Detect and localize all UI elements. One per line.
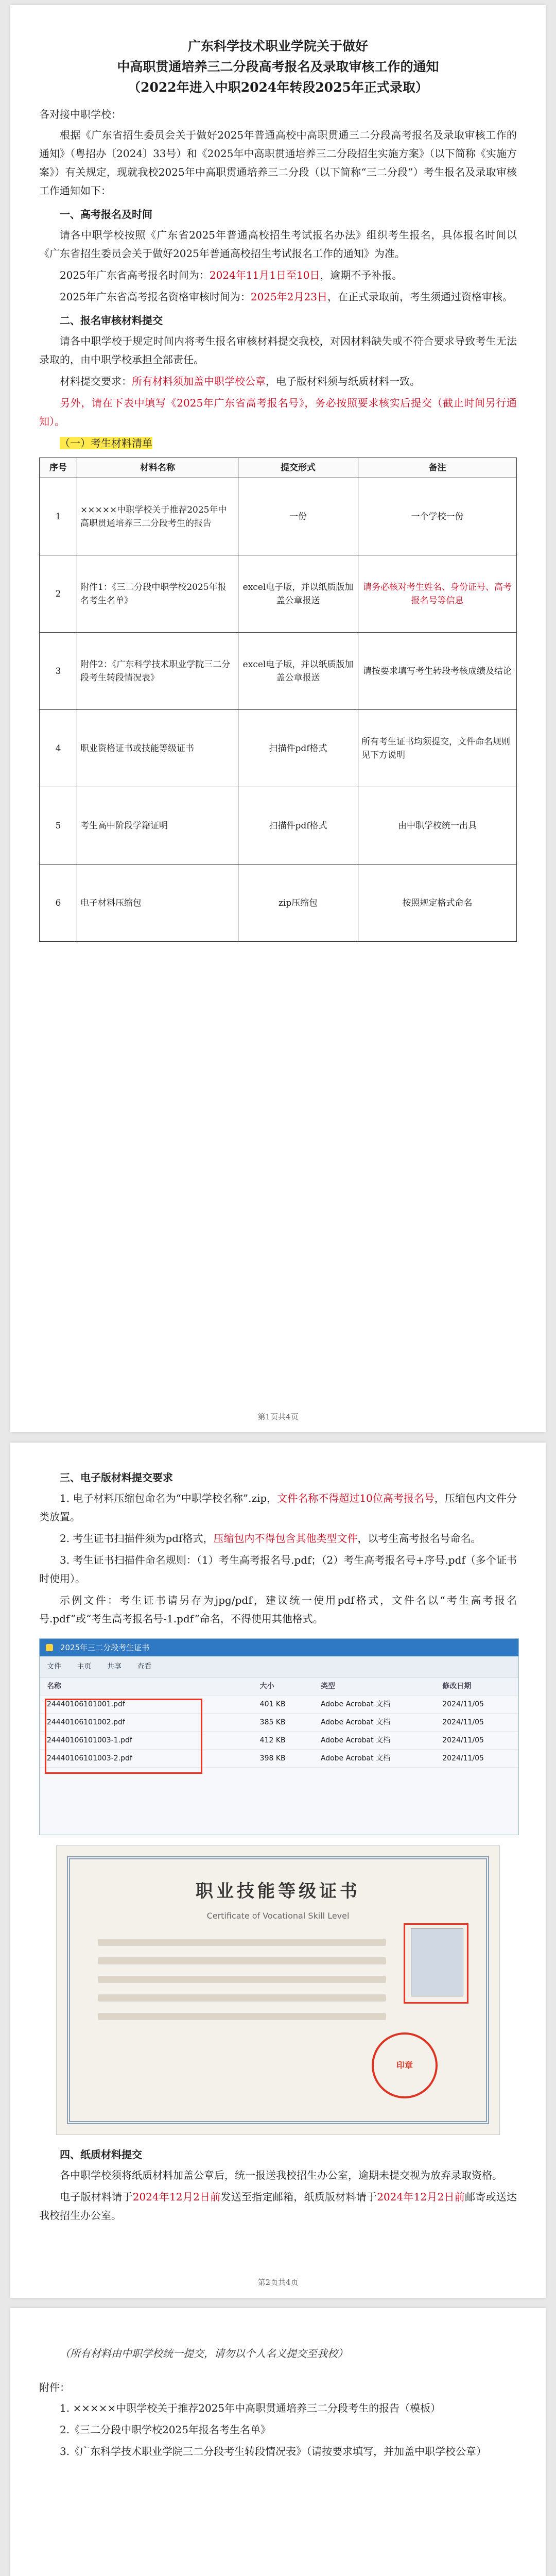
attachment-item: 2.《三二分段中职学校2025年报名考生名单》: [60, 2424, 271, 2436]
file-type: Adobe Acrobat 文档: [320, 1700, 391, 1708]
table-cell: 4: [40, 710, 77, 787]
text-span: 发送至指定邮箱，纸质版材料请于: [220, 2191, 377, 2203]
file-name: 24440106101003-1.pdf: [47, 1736, 132, 1744]
certificate-text-lines: [98, 1939, 386, 2031]
table-cell: 扫描件pdf格式: [238, 787, 358, 865]
table-cell: 请按要求填写考生转段考核成绩及结论: [358, 633, 517, 710]
file-name: 24440106101003-2.pdf: [47, 1754, 132, 1762]
text-span: 邮寄或送达我校招生办公室。: [39, 2191, 517, 2222]
table-cell: excel电子版，并以纸质版加盖公章报送: [238, 633, 358, 710]
section-3-paragraph-1: [39, 1489, 517, 1526]
seal-stamp: 印章: [372, 2032, 438, 2098]
page-number: 第2页共4页: [257, 2278, 299, 2287]
column-header[interactable]: 修改日期: [442, 1682, 472, 1690]
explorer-titlebar: [40, 1639, 518, 1656]
text-line: [98, 1976, 386, 1983]
section-3-paragraph-2: [39, 1529, 517, 1548]
materials-table: [39, 457, 517, 942]
section-1-heading: 一、高考报名及时间: [60, 208, 152, 221]
file-list-header: [40, 1677, 518, 1696]
file-name: 24440106101001.pdf: [47, 1700, 125, 1708]
column-header[interactable]: 大小: [259, 1682, 274, 1690]
highlight-red-text: 2024年12月2日前: [377, 2191, 465, 2203]
document-page-2: [10, 1443, 546, 2298]
table-cell: 职业资格证书或技能等级证书: [77, 710, 238, 787]
text-span: 2025年广东省高考报名资格审核时间为：: [60, 291, 251, 303]
text-span: 2. 考生证书扫描件须为pdf格式，: [60, 1532, 214, 1545]
attachment-item: 1. ×××××中职学校关于推荐2025年中高职贯通培养三二分段考生的报告（模板）: [60, 2402, 441, 2414]
title-line-3: （2022年进入中职2024年转段2025年正式录取）: [128, 80, 428, 95]
text-span: 1. 电子材料压缩包命名为“中职学校名称”.zip，: [60, 1492, 277, 1504]
table-row: [40, 865, 517, 942]
text-line: [98, 2013, 386, 2020]
column-header[interactable]: 名称: [47, 1682, 61, 1690]
section-4-paragraph-1: 各中职学校须将纸质材料加盖公章后，统一报送我校招生办公室，逾期未提交视为放弃录取资格。: [60, 2169, 502, 2181]
toolbar-item[interactable]: 查看: [137, 1663, 152, 1671]
table-cell: 附件2：《广东科学技术职业学院三二分段考生转段情况表》: [77, 633, 238, 710]
page-number: 第1页共4页: [257, 1412, 299, 1421]
highlight-red-text: 2025年2月23日: [250, 291, 327, 303]
section-2-heading: 二、报名审核材料提交: [60, 314, 163, 327]
explorer-toolbar: [40, 1656, 518, 1677]
highlight-red-text: 所有材料须加盖中职学校公章: [132, 375, 266, 387]
section-2-paragraph-2: [39, 372, 517, 391]
table-row: [40, 710, 517, 787]
table-cell: 1: [40, 478, 77, 555]
table-cell: 5: [40, 787, 77, 865]
table-cell: 一个学校一份: [358, 478, 517, 555]
highlight-red-text: 文件名称不得超过10位高考报名号: [277, 1492, 435, 1504]
document-page-3: [10, 2308, 546, 2576]
table-row: [40, 555, 517, 633]
intro-paragraph: 根据《广东省招生委员会关于做好2025年普通高校中高职贯通三二分段高考报名及录取审核工作的通知》（粤招办〔2024〕33号）和《2025年中高职贯通培养三二分段招生实施方案》（以下简称《实施方案》）有关规定，现就我校2025年中高职贯通培养三二分段（以下简称“三二分段”）考生报名及录取审核工作通知如下：: [39, 129, 517, 197]
table-cell: 按照规定格式命名: [358, 865, 517, 942]
section-1-paragraph-3: [39, 287, 517, 306]
attachment-item: 3.《广东科学技术职业学院三二分段考生转段情况表》（请按要求填写，并加盖中职学校公章）: [60, 2445, 487, 2458]
highlight-red-text: 2024年11月1日至10日: [209, 269, 320, 281]
file-size: 398 KB: [259, 1754, 286, 1762]
file-type: Adobe Acrobat 文档: [320, 1736, 391, 1744]
table-header: 备注: [358, 458, 517, 478]
materials-subheading: [39, 434, 517, 452]
table-cell: ×××××中职学校关于推荐2025年中高职贯通培养三二分段考生的报告: [77, 478, 238, 555]
highlight-box: [45, 1699, 202, 1774]
table-cell: excel电子版，并以纸质版加盖公章报送: [238, 555, 358, 633]
table-cell: 电子材料压缩包: [77, 865, 238, 942]
table-cell: 2: [40, 555, 77, 633]
section-2-paragraph-1: 请各中职学校于规定时间内将考生报名审核材料提交我校，对因材料缺失或不符合要求导致考生无法录取的，由中职学校承担全部责任。: [39, 335, 517, 366]
table-cell: 6: [40, 865, 77, 942]
title-line-1: 广东科学技术职业学院关于做好: [187, 39, 368, 54]
file-type: Adobe Acrobat 文档: [320, 1718, 391, 1726]
highlight-red-text: 压缩包内不得包含其他类型文件: [213, 1532, 358, 1545]
column-header[interactable]: 类型: [320, 1682, 335, 1690]
text-span: 电子版材料请于: [60, 2191, 133, 2203]
certificate-sample: [56, 1845, 500, 2135]
section-4-paragraph-2: [39, 2188, 517, 2225]
table-cell: 考生高中阶段学籍证明: [77, 787, 238, 865]
text-span: 材料提交要求：: [60, 375, 132, 387]
section-1-paragraph-2: [39, 266, 517, 284]
table-cell: 一份: [238, 478, 358, 555]
text-line: [98, 1957, 386, 1964]
highlight-text: （一）考生材料清单: [60, 437, 152, 449]
table-cell: 由中职学校统一出具: [358, 787, 517, 865]
section-2-note: 另外，请在下表中填写《2025年广东省高考报名号》，务必按照要求核实后提交（截止时间另行通知）。: [39, 397, 517, 428]
text-span: ，压缩包内文件分类放置。: [39, 1492, 517, 1523]
text-span: ，电子版材料须与纸质材料一致。: [266, 375, 420, 387]
highlight-box: [404, 1923, 468, 2004]
salutation: 各对接中职学校：: [39, 108, 121, 121]
section-3-example: 示例文件：考生证书请另存为jpg/pdf，建议统一使用pdf格式，文件名以“考生高考报名号.pdf”或“考生高考报名号-1.pdf”命名，不得使用其他格式。: [39, 1594, 517, 1625]
attachments-label: 附件：: [39, 2381, 70, 2394]
file-name: 24440106101002.pdf: [47, 1718, 125, 1726]
document-title: [39, 36, 517, 98]
note-paragraph: （所有材料由中职学校统一提交，请勿以个人名义提交至我校）: [60, 2347, 348, 2360]
table-cell: 3: [40, 633, 77, 710]
certificate-title: 职业技能等级证书: [196, 1881, 360, 1902]
spacer: [39, 2464, 517, 2576]
file-explorer-screenshot: [39, 1638, 519, 1835]
text-span: ，逾期不予补报。: [320, 269, 403, 281]
table-cell: 请务必核对考生姓名、身份证号、高考报名号等信息: [358, 555, 517, 633]
file-date: 2024/11/05: [442, 1736, 484, 1744]
table-cell: 附件1：《三二分段中职学校2025年报名考生名单》: [77, 555, 238, 633]
explorer-title: 2025年三二分段考生证书: [60, 1643, 150, 1652]
file-size: 385 KB: [259, 1718, 286, 1726]
toolbar-item[interactable]: 主页: [77, 1663, 92, 1671]
table-cell: 扫描件pdf格式: [238, 710, 358, 787]
file-size: 401 KB: [259, 1700, 286, 1708]
section-3-paragraph-3: 3. 考生证书扫描件命名规则：（1）考生高考报名号.pdf；（2）考生高考报名号+序号.pdf（多个证书时使用）。: [39, 1554, 517, 1585]
file-date: 2024/11/05: [442, 1718, 484, 1726]
toolbar-item[interactable]: 文件: [47, 1663, 61, 1671]
table-header: 提交形式: [238, 458, 358, 478]
table-header: 材料名称: [77, 458, 238, 478]
document-page-1: [10, 5, 546, 1432]
table-cell: zip压缩包: [238, 865, 358, 942]
file-type: Adobe Acrobat 文档: [320, 1754, 391, 1762]
table-row: [40, 787, 517, 865]
text-span: ，以考生高考报名号命名。: [357, 1532, 481, 1545]
highlight-red-text: 2024年12月2日前: [132, 2191, 221, 2203]
text-span: ，在正式录取前，考生须通过资格审核。: [327, 291, 513, 303]
table-header: 序号: [40, 458, 77, 478]
folder-icon: [46, 1644, 53, 1651]
table-row: [40, 633, 517, 710]
file-size: 412 KB: [259, 1736, 286, 1744]
section-1-paragraph-1: 请各中职学校按照《广东省2025年普通高校招生考试报名办法》组织考生报名，具体报名时间以《广东省招生委员会关于做好2025年普通高校招生考试报名工作的通知》为准。: [39, 229, 517, 260]
text-line: [98, 1994, 386, 2002]
title-line-2: 中高职贯通培养三二分段高考报名及录取审核工作的通知: [117, 59, 439, 74]
section-3-heading: 三、电子版材料提交要求: [60, 1471, 173, 1484]
table-cell: 所有考生证书均须提交，文件命名规则见下方说明: [358, 710, 517, 787]
toolbar-item[interactable]: 共享: [107, 1663, 121, 1671]
file-date: 2024/11/05: [442, 1754, 484, 1762]
text-span: 2025年广东省高考报名时间为：: [60, 269, 210, 281]
table-row: [40, 478, 517, 555]
text-line: [98, 1939, 386, 1946]
file-date: 2024/11/05: [442, 1700, 484, 1708]
section-4-heading: 四、纸质材料提交: [60, 2148, 142, 2161]
certificate-subtitle: Certificate of Vocational Skill Level: [206, 1911, 350, 1921]
